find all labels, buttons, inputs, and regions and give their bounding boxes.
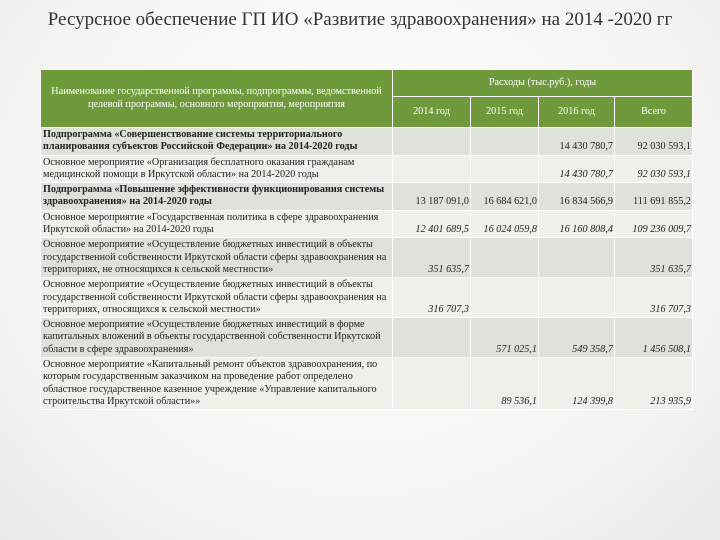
cell-2016 xyxy=(539,278,615,318)
cell-2014: 13 187 091,0 xyxy=(393,183,471,211)
cell-total: 316 707,3 xyxy=(615,278,693,318)
header-name: Наименование государственной программы, подпрограммы, ведомственной целевой программы, основного мероприятия, мероприятия xyxy=(41,70,393,128)
cell-2015: 16 684 621,0 xyxy=(471,183,539,211)
table-row xyxy=(41,358,693,410)
cell-2016: 549 358,7 xyxy=(539,318,615,358)
cell-2015: 89 536,1 xyxy=(471,358,539,410)
cell-total: 351 635,7 xyxy=(615,238,693,278)
row-name: Основное мероприятие «Государственная политика в сфере здравоохранения Иркутской области» на 2014-2020 годы xyxy=(41,210,393,238)
cell-2015 xyxy=(471,238,539,278)
page-title: Ресурсное обеспечение ГП ИО «Развитие здравоохранения» на 2014 -2020 гг xyxy=(47,9,673,30)
row-name: Основное мероприятие «Осуществление бюджетных инвестиций в объекты государственной собственности Иркутской области сферы здравоохранения на территориях, не относящихся к сельской местности» xyxy=(41,238,393,278)
cell-total: 92 030 593,1 xyxy=(615,155,693,183)
cell-2014 xyxy=(393,155,471,183)
cell-2016: 16 834 566,9 xyxy=(539,183,615,211)
header-expenses: Расходы (тыс.руб.), годы xyxy=(393,70,693,97)
header-year-2014: 2014 год xyxy=(393,97,471,128)
header-year-2016: 2016 год xyxy=(539,97,615,128)
cell-2014: 351 635,7 xyxy=(393,238,471,278)
cell-2014: 12 401 689,5 xyxy=(393,210,471,238)
cell-2015 xyxy=(471,278,539,318)
cell-total: 1 456 508,1 xyxy=(615,318,693,358)
table-row xyxy=(41,318,693,358)
cell-total: 213 935,9 xyxy=(615,358,693,410)
cell-2016: 124 399,8 xyxy=(539,358,615,410)
table-row xyxy=(41,128,693,156)
expenses-table xyxy=(40,69,693,410)
cell-2016: 14 430 780,7 xyxy=(539,155,615,183)
table-row xyxy=(41,183,693,211)
cell-2016: 16 160 808,4 xyxy=(539,210,615,238)
row-name: Основное мероприятие «Осуществление бюджетных инвестиций в объекты государственной собственности Иркутской области сферы здравоохранения на территориях, относящихся к сельской местности» xyxy=(41,278,393,318)
table-row xyxy=(41,278,693,318)
table-row xyxy=(41,210,693,238)
row-name: Подпрограмма «Повышение эффективности функционирования системы здравоохранения» на 2014-2020 годы xyxy=(41,183,393,211)
table-row xyxy=(41,155,693,183)
cell-2014: 316 707,3 xyxy=(393,278,471,318)
cell-2015: 571 025,1 xyxy=(471,318,539,358)
cell-2015 xyxy=(471,128,539,156)
row-name: Основное мероприятие «Осуществление бюджетных инвестиций в форме капитальных вложений в объекты государственной собственности Иркутской области в сфере здравоохранения» xyxy=(41,318,393,358)
cell-2015 xyxy=(471,155,539,183)
header-year-2015: 2015 год xyxy=(471,97,539,128)
row-name: Подпрограмма «Совершенствование системы территориального планирования субъектов Российской Федерации» на 2014-2020 годы xyxy=(41,128,393,156)
cell-2016 xyxy=(539,238,615,278)
cell-total: 111 691 855,2 xyxy=(615,183,693,211)
cell-2014 xyxy=(393,128,471,156)
cell-2014 xyxy=(393,358,471,410)
cell-2015: 16 024 059,8 xyxy=(471,210,539,238)
row-name: Основное мероприятие «Капитальный ремонт объектов здравоохранения, по которым государственным заказчиком на проведение работ определено областное государственное казенное учреждение «Управление капитального строительства Иркутской области»» xyxy=(41,358,393,410)
cell-2016: 14 430 780,7 xyxy=(539,128,615,156)
cell-total: 109 236 009,7 xyxy=(615,210,693,238)
row-name: Основное мероприятие «Организация бесплатного оказания гражданам медицинской помощи в Иркутской области» на 2014-2020 годы xyxy=(41,155,393,183)
cell-2014 xyxy=(393,318,471,358)
header-total: Всего xyxy=(615,97,693,128)
cell-total: 92 030 593,1 xyxy=(615,128,693,156)
table-row xyxy=(41,238,693,278)
